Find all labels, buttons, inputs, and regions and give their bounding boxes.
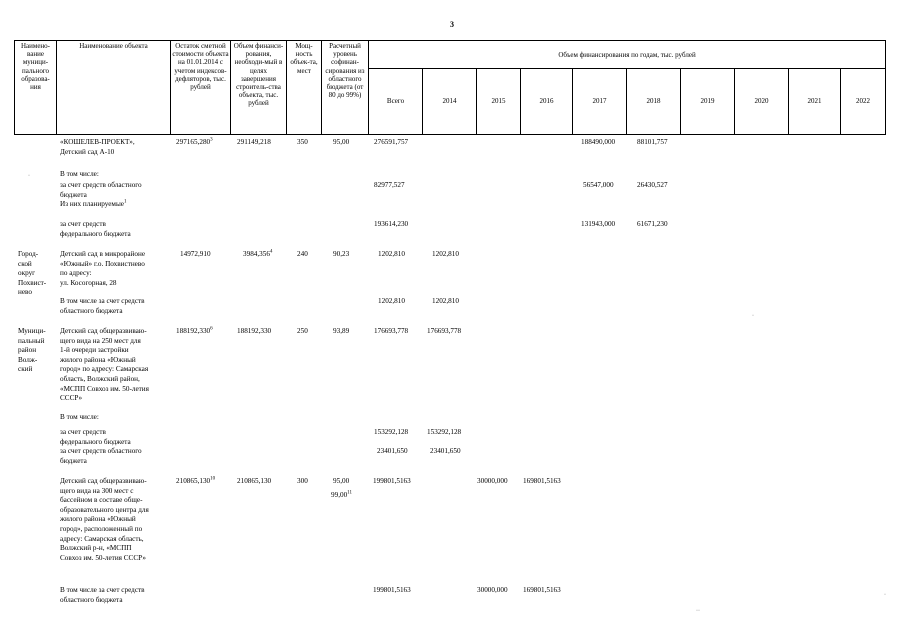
header-year-2019: 2019 bbox=[700, 97, 715, 106]
header-funding-by-years: Объем финансирования по годам, тыс. рублей bbox=[558, 50, 696, 59]
header-year-2022: 2022 bbox=[856, 97, 870, 106]
year-2017-value: 131943,000 bbox=[581, 220, 616, 228]
object-name: В том числе за счет средств областного бюджета bbox=[60, 586, 145, 604]
header-year-2015: 2015 bbox=[491, 97, 506, 106]
capacity-value: 240 bbox=[297, 250, 308, 258]
scan-dot: · bbox=[28, 173, 30, 179]
total-value: 1202,810 bbox=[378, 250, 405, 258]
balance-value: 297165,280$^3$ bbox=[176, 137, 213, 146]
object-name: Детский сад общеразвиваю- щего вида на 300 мест с бассейном в составе обще- образовательного центра для жилого района «Южный город», расположенный по адресу: Самарская область, Волжский р-н, «МСПП Совхоз им. 50-летия СССР» bbox=[60, 477, 149, 562]
object-name: за счет средств областного бюджета bbox=[60, 447, 142, 465]
page-number: 3 bbox=[450, 20, 454, 29]
year-2018-value: 61671,230 bbox=[637, 220, 668, 228]
total-value: 153292,128 bbox=[374, 428, 409, 436]
header-year-2016: 2016 bbox=[539, 97, 554, 106]
total-value: 23401,650 bbox=[377, 447, 408, 455]
year-2015-value: 30000,000 bbox=[477, 477, 508, 485]
municipality-name: Город- ской округ Похвист- нево bbox=[18, 250, 47, 297]
total-value: 1202,810 bbox=[378, 297, 405, 305]
object-name: В том числе за счет средств областного бюджета bbox=[60, 297, 145, 315]
total-value: 276591,757 bbox=[374, 138, 409, 146]
object-name: за счет средств федерального бюджета bbox=[60, 220, 131, 238]
funding-value: 188192,330 bbox=[237, 327, 272, 335]
balance-value: 188192,330$^6$ bbox=[176, 326, 213, 335]
year-2018-value: 88101,757 bbox=[637, 138, 668, 146]
header-municipality: Наимено-вание муници-пального образова-ния bbox=[20, 42, 51, 92]
object-name: Детский сад общеразвиваю- щего вида на 250 мест для 1-й очереди застройки жилого района «Южный город» по адресу: Самарская область, Волжский район, «МСПП Совхоз им. 50-летия СССР» bbox=[60, 327, 149, 403]
year-2014-value: 23401,650 bbox=[430, 447, 461, 455]
header-balance: Остаток сметной стоимости объекта на 01.01.2014 с учетом индексов-дефляторов, тыс. рублей bbox=[172, 42, 229, 92]
total-value: 82977,527 bbox=[374, 181, 405, 189]
year-2018-value: 26430,527 bbox=[637, 181, 668, 189]
municipality-name: Муници- пальный район Волж- ский bbox=[18, 327, 46, 374]
year-2014-value: 153292,128 bbox=[427, 428, 462, 436]
balance-value: 210865,130$^{10}$ bbox=[176, 476, 216, 485]
total-value: 199801,5163 bbox=[373, 586, 411, 594]
scan-dot: ·· bbox=[696, 608, 700, 614]
object-name: Детский сад в микрорайоне «Южный» г.о. Похвистнево по адресу: ул. Косогорная, 28 bbox=[60, 250, 146, 287]
object-name: «КОШЕЛЕВ-ПРОЕКТ», Детский сад А-10 bbox=[60, 138, 135, 156]
funding-value: 3984,356$^4$ bbox=[243, 249, 273, 258]
cofinancing-value: 95,00 bbox=[333, 138, 350, 146]
header-funding-volume: Объем финанси-рования, необходи-мый в целях завершения строитель-ства объекта, тыс. рублей bbox=[233, 42, 284, 108]
total-value: 176693,778 bbox=[374, 327, 409, 335]
year-2017-value: 188490,000 bbox=[581, 138, 616, 146]
cofinancing-value: 95,00 99,00$^{11}$ bbox=[331, 477, 352, 499]
header-year-2014: 2014 bbox=[442, 97, 457, 106]
header-cofinancing: Расчетный уровень софинан-сирования из областного бюджета (от 80 до 99%) bbox=[325, 42, 365, 100]
cofinancing-value: 90,23 bbox=[333, 250, 350, 258]
header-total: Всего bbox=[386, 97, 405, 106]
year-2016-value: 169801,5163 bbox=[523, 586, 561, 594]
header-capacity: Мощ-ность объек-та, мест bbox=[290, 42, 318, 75]
total-value: 193614,230 bbox=[374, 220, 409, 228]
object-name: за счет средств областного бюджета Из них планируемые$^1$ bbox=[60, 181, 142, 209]
year-2014-value: 176693,778 bbox=[427, 327, 462, 335]
year-2017-value: 56547,000 bbox=[583, 181, 614, 189]
year-2014-value: 1202,810 bbox=[432, 250, 459, 258]
header-object-name: Наименование объекта bbox=[79, 42, 148, 50]
object-name: за счет средств федерального бюджета bbox=[60, 428, 131, 446]
year-2015-value: 30000,000 bbox=[477, 586, 508, 594]
balance-value: 14972,910 bbox=[180, 250, 211, 258]
scan-dot: · bbox=[884, 592, 886, 598]
table-header bbox=[14, 40, 886, 135]
capacity-value: 250 bbox=[297, 327, 308, 335]
capacity-value: 350 bbox=[297, 138, 308, 146]
total-value: 199801,5163 bbox=[373, 477, 411, 485]
cofinancing-value: 93,89 bbox=[333, 327, 350, 335]
year-2016-value: 169801,5163 bbox=[523, 477, 561, 485]
header-year-2021: 2021 bbox=[807, 97, 822, 106]
header-year-2017: 2017 bbox=[592, 97, 607, 106]
capacity-value: 300 bbox=[297, 477, 308, 485]
header-year-2018: 2018 bbox=[646, 97, 661, 106]
object-name: В том числе: bbox=[60, 170, 99, 178]
header-year-2020: 2020 bbox=[754, 97, 769, 106]
year-2014-value: 1202,810 bbox=[432, 297, 459, 305]
scan-dot: · bbox=[752, 313, 754, 319]
funding-value: 291149,218 bbox=[237, 138, 271, 146]
funding-value: 210865,130 bbox=[237, 477, 272, 485]
object-name: В том числе: bbox=[60, 413, 99, 421]
